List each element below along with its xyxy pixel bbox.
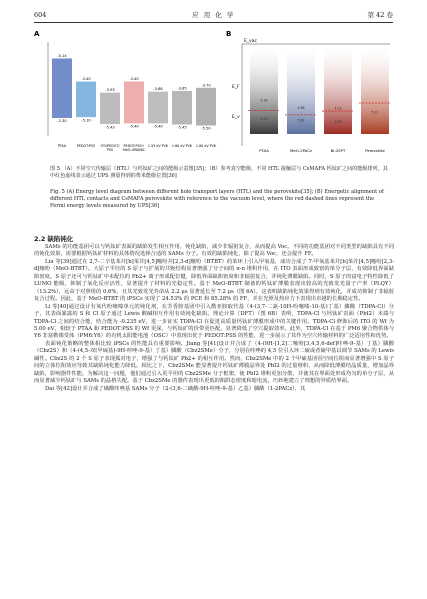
energy-bar bbox=[76, 82, 96, 118]
level-label: -5.40 bbox=[153, 124, 163, 129]
energy-bar bbox=[100, 93, 120, 124]
paragraph: Li 等[40]通过设计有氧代吩噻嗪单元的钝化剂，在芳香胺基团中引入酰亚胺取代基（4-(3,7-二氯-10H-吩噻嗪-10-基)丁基）膦酸（TDPA-Cl）分子，其表面暴露的 S 和 Cl 原子通过 Lewis 酸碱相互作用有效钝化缺陷。理论计算（DFT）（图 6B）表明，TDPA-Cl 与钙钛矿表面（PbI2）末端与 TDPA-Cl 之间的结合能，结合能为 -0.235 eV，进一步证实 TDPA-Cl 在促进高质量钙钛矿薄膜形成中的关键作用。TDPA-Cl 修饰后的 ITO 的 Wf 为 5.00 eV，相较于 PTAA 和 PEDOT:PSS 的 Wf 更深，与钙钛矿的价带更匹配，显著降低了空穴提取效率。此外，TDPA-Cl 在基于 PM6 聚合物供体与 Y6 非富勒烯受体（PM6:Y6）的有机太阳能电池（OSC）中表现出优于 PEDOT:PSS 的性能，进一步展示了其作为空穴传输材料的广泛适用性和优势。 bbox=[34, 303, 394, 340]
material-label: PSS bbox=[106, 148, 114, 153]
level-label: -3.40 bbox=[81, 77, 91, 82]
material-label: 1.60 eV PVK bbox=[171, 144, 193, 148]
energy-value-label: 4.34 bbox=[260, 98, 268, 103]
section-heading: 2.2 缺陷钝化 bbox=[34, 235, 74, 243]
paragraph: Dai 等[42]设计并合成了磺酸咔唑基 SAMs 分子（2-(3,6-二磺酸-9H-咔唑-9-基）乙基）膦酸（1-2PACz），其 bbox=[45, 385, 306, 392]
material-label: 1.80 eV PVK bbox=[195, 144, 217, 148]
level-label: -5.10 bbox=[81, 118, 91, 123]
paragraph: 表面钝化策略的整体相比较 iPSCs 的性能具有重要影响。Jiang 等[41]设计并合成了（4-(9H-[1,2]二噻吩[3,4,5,6-def]咔唑-9-基）丁基）膦酸（Cbz2S）和（4-(4,5-双(甲硫基)-9H-咔唑-9-基）丁基）膦酸（Cbz2SMe）分子，分别在咔唑的 4,5 位引入环二硫或者硫甲基以调节 SAMs 的 Lewis 碱性。Cbz2S 的 2 个 S 原子表现孤对电子，增强了与钙钛矿 Pb2+ 的相互作用。然而，Cbz2SMe 中的 2 个甲硫基团因空间位阻而显著增强中 S 原子间的立体位阻效应导致其缺陷钝化能力降低。相比之下，Cbz2SMe 能显著提升钙钛矿薄膜晶界处 PbI2 的过量堆积，从而降低薄膜结晶质量，增加晶界缺陷，影响器件性能。为解决这一问题，他们通过引入更平坦的 Cbz2SMe 分子框架，使 PbI2 堆积更加分散，并使其在界面处形成均匀的单分子层，从而显著减少钙钛矿与 SAMs 的晶格失配。基于 Cbz2SMe 的器件表现出更低的陷阱态密度和暗电流，巧妙地建立了理想的异质结界面。 bbox=[34, 340, 394, 385]
panel-a-label: A bbox=[34, 30, 40, 38]
level-label: -3.88 bbox=[153, 87, 163, 92]
energy-bar bbox=[196, 88, 216, 126]
material-label: PTAA bbox=[259, 148, 269, 153]
level-label: -3.70 bbox=[201, 83, 211, 88]
energy-bar bbox=[172, 91, 192, 125]
material-label: 1.53 eV PVK bbox=[147, 144, 169, 148]
level-label: -5.50 bbox=[201, 126, 211, 131]
energy-bar bbox=[124, 82, 144, 124]
figure-caption-en: Fig. 5 (A) Energy level diagram between different hole transport layers (HTL) and the perovskite[35]; (B) Energetic alignment of different HTL contacts and CsMAFA perovskite with reference to the vacuum level, where the red dashed lines represent the Fermi energy levels measured by UPS[36] bbox=[50, 189, 384, 210]
energy-bar bbox=[148, 92, 168, 124]
page-number: 604 bbox=[34, 11, 47, 19]
volume-label: 第 42 卷 bbox=[367, 11, 393, 19]
material-column bbox=[361, 48, 389, 134]
energy-bar bbox=[52, 58, 72, 118]
energy-value-label: 5.93 bbox=[334, 120, 342, 125]
energy-value-label: 5.21 bbox=[371, 110, 379, 115]
journal-title: 应 用 化 学 bbox=[192, 11, 235, 19]
level-label: -3.40 bbox=[129, 77, 139, 82]
material-label: Perovskite bbox=[365, 148, 385, 153]
energy-value-label: 5.70 bbox=[260, 117, 268, 122]
figure-panel-a bbox=[34, 30, 217, 152]
level-label: -5.43 bbox=[105, 125, 115, 130]
energy-value-label: 4.88 bbox=[297, 105, 305, 110]
level-label: -3.85 bbox=[177, 86, 187, 91]
body-text bbox=[34, 244, 394, 393]
figure-caption-cn: 图 5 （A）不同空穴传输层（HTL）与钙钛矿之间的能级示意图[35]；（B）参考真空能级，不同 HTL 接触层与 CsMAFA 钙钛矿之间的能级排列，其中红色虚线表示通过 UPS 测量得到的费米能级位置[36] bbox=[50, 166, 388, 180]
energy-axis-label: E_v bbox=[232, 115, 240, 120]
material-column bbox=[250, 48, 278, 134]
paragraph: Liu 等[39]通过在 2,7-二辛基苯并[b]苯并[4,5]噻吩并[2,3-d]噻吩（BTBT）的苯环上引入甲氧基，成功合成了 7-甲氧基苯并[b]苯并[4,5]噻吩[2,3-d]噻吩（MeO-BTBT）。大原子半径的 S 原子与扩展的共轭结构显著增强了分子间的 π-π 堆积作用，在 ITO 表面形成致密的单分子层，有效降低界面缺陷密度。S 原子还可与钙钛矿中未配位的 Pb2+ 离子形成配位键，降低界面缺陷密度和非辐射复合，并钝化薄膜缺陷。同时，S 原子的富电子特性降低了 LUMO 能级，抑制了氧化反应活性，显著提升了材料的光稳定性。基于 MeO-BTBT 制备的钙钛矿薄膜表现出较高的光致发光量子产率（PLQY）（13.2%），远高于对照组的 0.6%，且其光致发光寿命从 2.2 μs 显著延长至 7.2 μs（图 6A），这表明缺陷钝化效果得到有效钝化，并成功抑制了非辐射复合过程。因此，基于 MeO-BTBT 的 iPSCs 实现了 24.53% 的 PCE 和 85.28% 的 FF，并在光照及热应力下表现出卓越的长期稳定性。 bbox=[34, 258, 394, 303]
level-label: -5.14 bbox=[57, 53, 67, 58]
figure-5 bbox=[34, 26, 394, 164]
vacuum-label: E_vac bbox=[244, 39, 257, 44]
level-label: -5.40 bbox=[129, 124, 139, 129]
level-label: -5.45 bbox=[177, 125, 187, 130]
material-label: MeO-4PADBC bbox=[123, 148, 145, 153]
energy-axis-label: E_F bbox=[232, 85, 240, 90]
material-label: PEDOT:PSS+ bbox=[123, 144, 145, 148]
material-label: MeO-2PACz bbox=[290, 148, 312, 153]
figure-panel-b bbox=[226, 30, 391, 153]
material-label: PTAA bbox=[57, 144, 67, 148]
page-header bbox=[34, 10, 393, 23]
level-label: -3.93 bbox=[105, 88, 115, 93]
material-label: ITO/PEDOT/ bbox=[100, 144, 120, 148]
material-label: PEDOT:PSS bbox=[76, 144, 96, 148]
material-label: Br-2EPT bbox=[330, 148, 346, 153]
energy-value-label: 4.93 bbox=[334, 106, 342, 111]
level-label: -2.30 bbox=[57, 119, 67, 124]
paragraph: SAMs 的功能基团可以与钙钛矿表面的缺陷发生相互作用，钝化缺陷，减少非辐射复合，从而提高 Voc。不同的功能基团对不同类型的缺陷具有不同的钝化效果，需要根据钙钛矿材料的具体情况选择合适的 SAMs 分子。有效的缺陷钝化，除了提高 Voc，还会提升 FF。 bbox=[34, 244, 394, 258]
energy-value-label: 5.82 bbox=[297, 118, 305, 123]
panel-b-label: B bbox=[226, 30, 232, 38]
